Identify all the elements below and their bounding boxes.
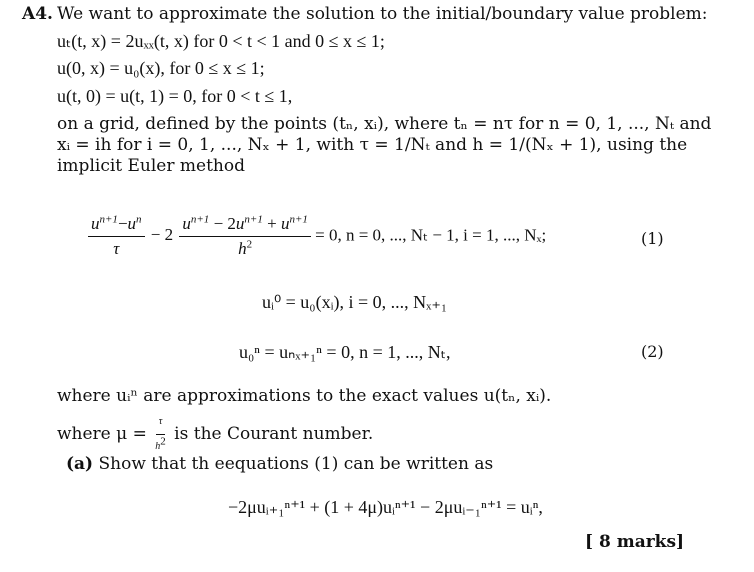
grid-line-1: on a grid, defined by the points (tₙ, xᵢ), where tₙ = nτ for n = 0, 1, ..., Nₜ and	[57, 114, 712, 134]
grid-line-3: implicit Euler method	[57, 156, 245, 176]
problem-intro: We want to approximate the solution to the initial/boundary value problem:	[57, 4, 708, 24]
approximation-note: where uᵢⁿ are approximations to the exact values u(tₙ, xᵢ).	[57, 386, 552, 406]
equation-2b: u₀ⁿ = uₙₓ₊₁ⁿ = 0, n = 1, ..., Nₜ,	[239, 342, 451, 362]
courant-suffix: is the Courant number.	[174, 424, 374, 444]
part-a	[66, 454, 493, 474]
problem-label: A4.	[22, 4, 53, 24]
equation-1-number: (1)	[641, 229, 664, 248]
boundary-condition: u(t, 0) = u(t, 1) = 0, for 0 < t ≤ 1,	[57, 86, 293, 106]
courant-prefix: where μ =	[57, 424, 147, 444]
time-difference-fraction: $\frac{u^{n+1}-u^n}{\tau}$	[88, 214, 145, 259]
grid-line-2: xᵢ = ih for i = 0, 1, ..., Nₓ + 1, with τ = 1/Nₜ and h = 1/(Nₓ + 1), using the	[57, 135, 688, 155]
space-difference-fraction: $\frac{u^{n+1} - 2u^{n+1} + u^{n+1}}{h^2}$	[179, 214, 311, 259]
tau-over-h2: $\frac{\tau}{h^2}$	[152, 412, 169, 457]
equation-1: $\frac{u^{n+1}-u^n}{\tau}$ − 2 $\frac{u^{n+1} - 2u^{n+1} + u^{n+1}}{h^2}$ = 0, n = 0, ..., Nₜ − 1, i = 1, ..., Nₓ;	[88, 214, 546, 259]
pde-line: uₜ(t, x) = 2uₓₓ(t, x) for 0 < t < 1 and 0 ≤ x ≤ 1;	[57, 31, 385, 51]
equation-2a: uᵢ⁰ = u₀(xᵢ), i = 0, ..., Nₓ₊₁	[262, 292, 448, 312]
part-a-label: (a)	[66, 454, 94, 474]
part-a-text: Show that th eequations (1) can be written as	[98, 454, 494, 474]
result-equation: −2μuᵢ₊₁ⁿ⁺¹ + (1 + 4μ)uᵢⁿ⁺¹ − 2μuᵢ₋₁ⁿ⁺¹ = uᵢⁿ,	[228, 497, 543, 517]
equation-1-tail: = 0, n = 0, ..., Nₜ − 1, i = 1, ..., Nₓ;	[315, 225, 547, 245]
marks: [ 8 marks]	[585, 532, 685, 552]
courant-note	[57, 412, 373, 457]
initial-condition: u(0, x) = u₀(x), for 0 ≤ x ≤ 1;	[57, 58, 265, 78]
equation-2-number: (2)	[641, 342, 664, 361]
